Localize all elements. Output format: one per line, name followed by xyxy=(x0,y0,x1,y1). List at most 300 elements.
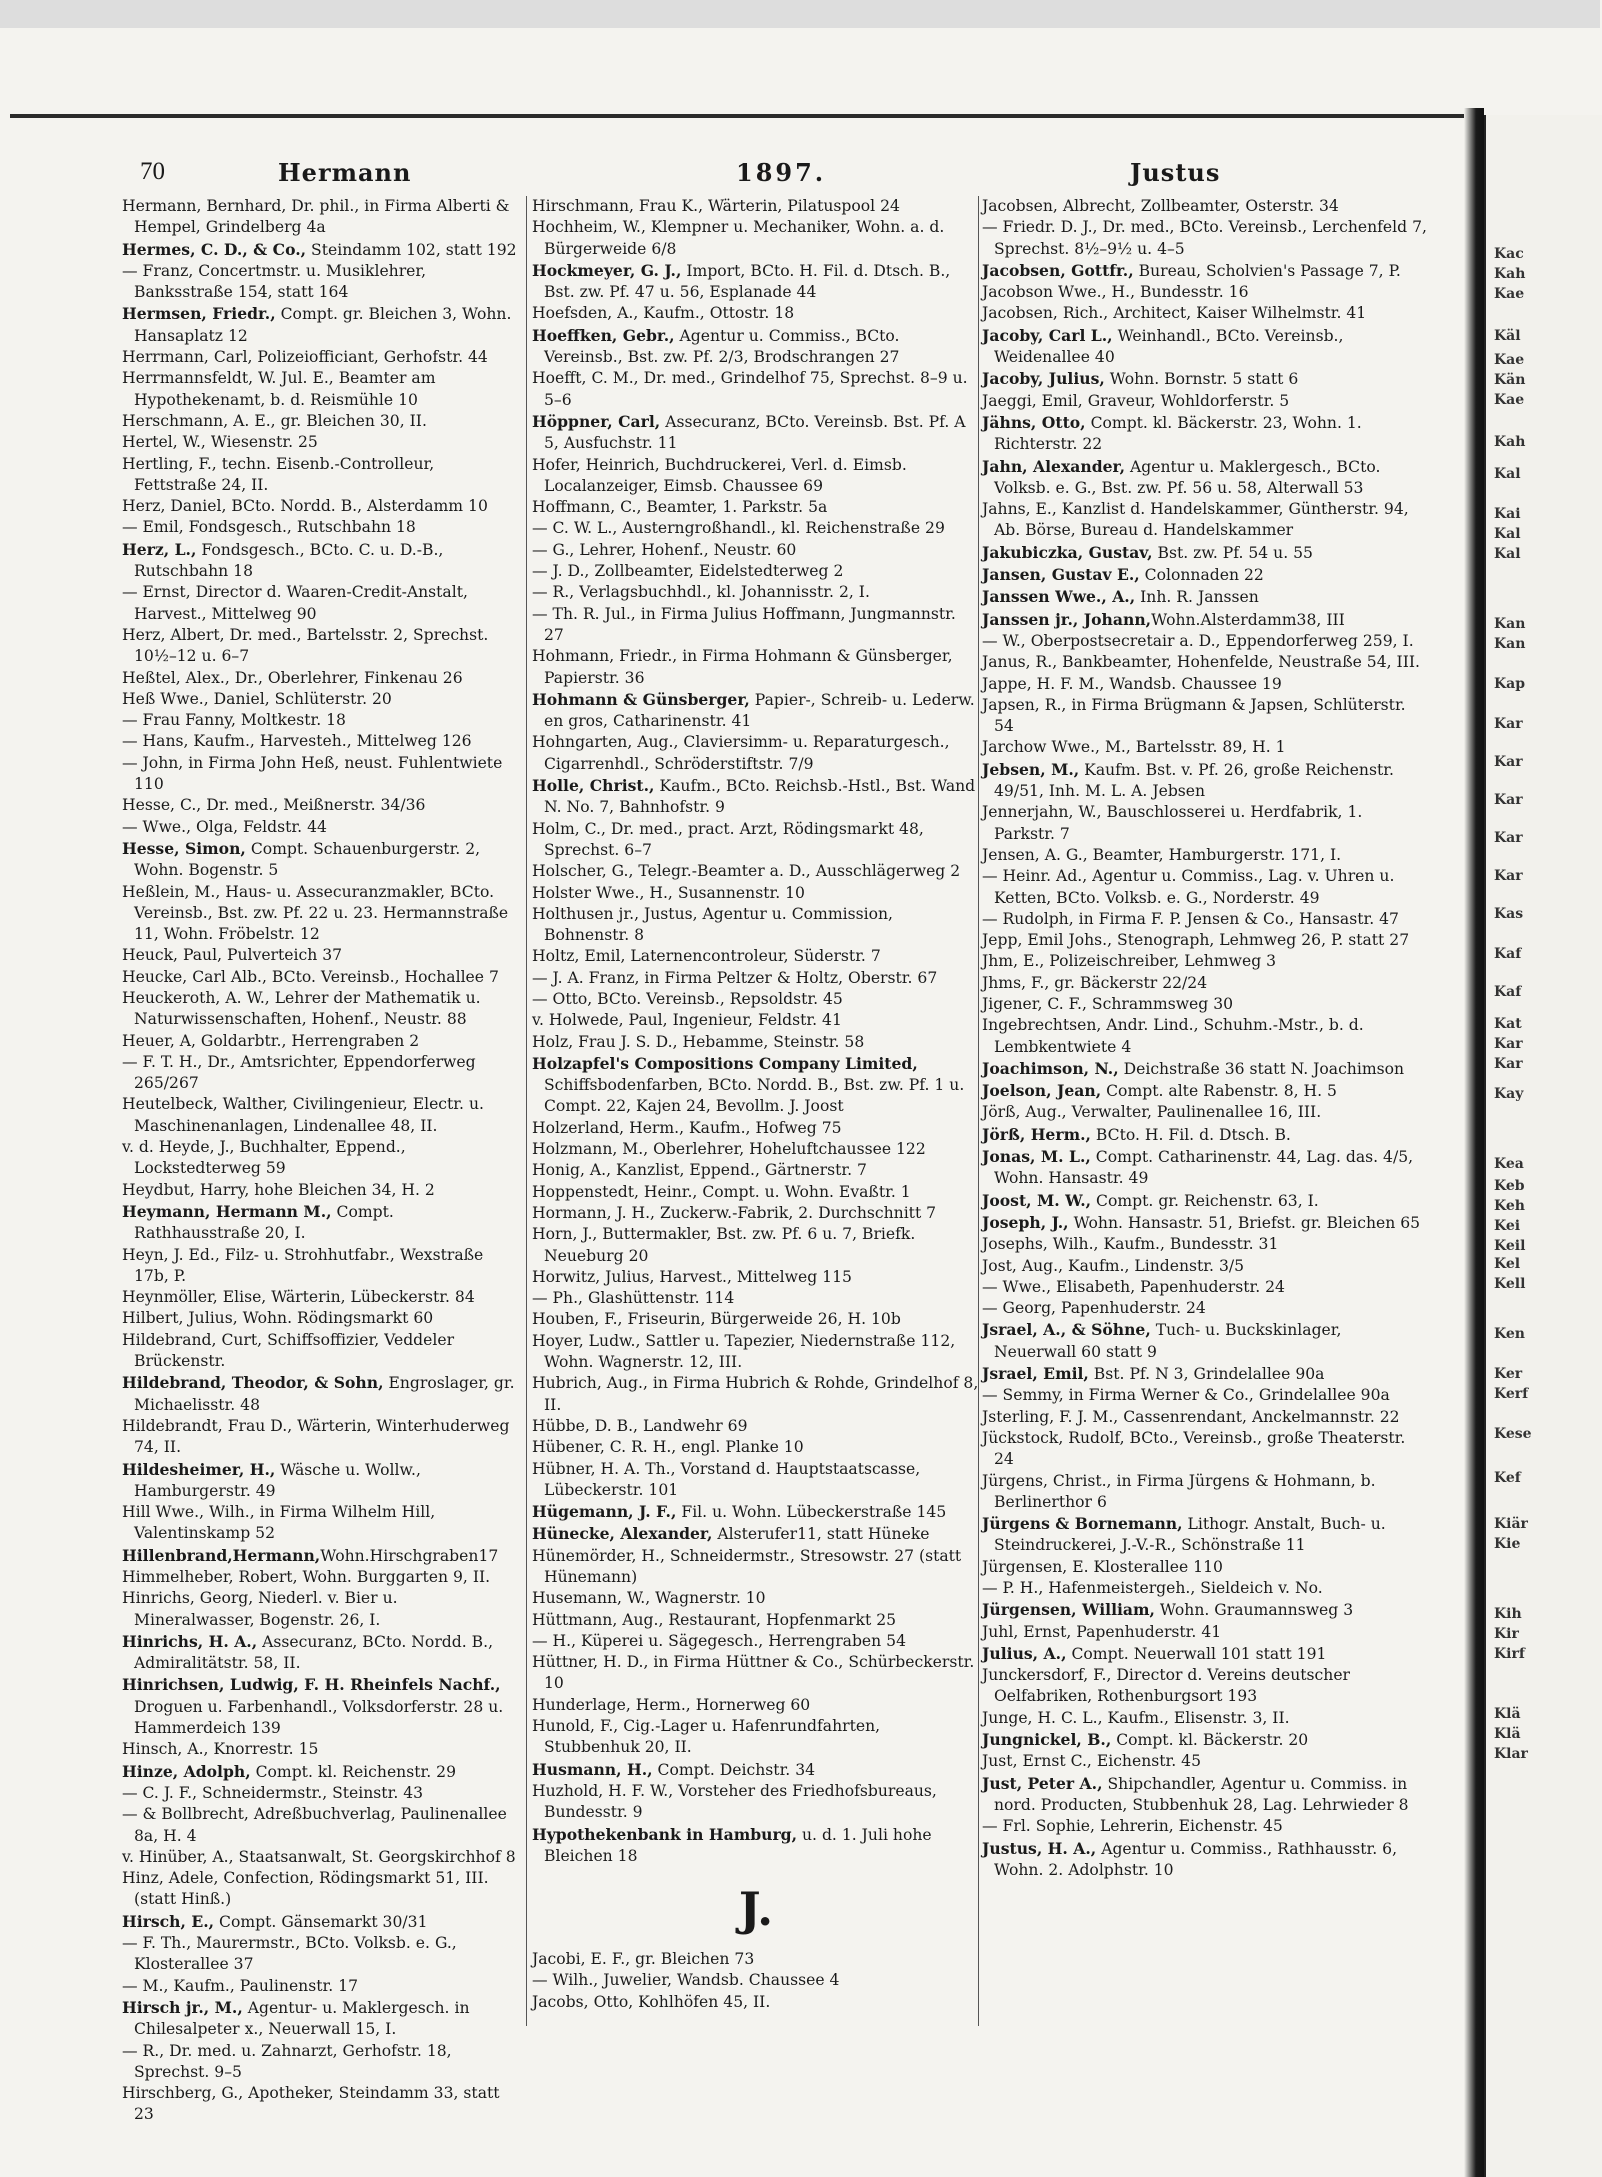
entry-text: Bst. Pf. N 3, Grindelallee 90a xyxy=(1088,1365,1325,1384)
left-running-head: Hermann xyxy=(278,158,412,187)
entry-text: — Georg, Papenhuderstr. 24 xyxy=(982,1299,1206,1318)
adjacent-page-fragment: Kac xyxy=(1494,246,1524,262)
adjacent-page-fragment: Klar xyxy=(1494,1746,1528,1762)
adjacent-page-fragment: Kel xyxy=(1494,1256,1521,1272)
adjacent-page-fragment: Kese xyxy=(1494,1426,1532,1442)
entry-text: BCto. H. Fil. d. Dtsch. B. xyxy=(1090,1125,1291,1144)
entry-text: Assecuranz, BCto. Vereinsb. Bst. Pf. A 5, Ausfuchstr. 11 xyxy=(544,412,966,453)
adjacent-page-fragment: Ken xyxy=(1494,1326,1525,1342)
directory-entry xyxy=(982,1838,1428,1882)
directory-entry xyxy=(532,1824,980,1868)
entry-text: — Franz, Concertmstr. u. Musiklehrer, Banksstraße 154, statt 164 xyxy=(122,261,427,302)
directory-entry xyxy=(122,967,518,988)
entry-text: Fil. u. Wohn. Lübeckerstraße 145 xyxy=(676,1503,947,1522)
adjacent-page-fragment: Kai xyxy=(1494,506,1521,522)
entry-text: Josephs, Wilh., Kaufm., Bundesstr. 31 xyxy=(982,1235,1279,1254)
adjacent-page-fragment: Kän xyxy=(1494,372,1526,388)
entry-text: Hildebrand, Curt, Schiffsoffizier, Veddeler Brückenstr. xyxy=(122,1330,455,1371)
directory-entry xyxy=(122,838,518,882)
directory-entry xyxy=(122,261,518,304)
entry-text: Herrmannsfeldt, W. Jul. E., Beamter am Hypothekenamt, b. d. Reismühle 10 xyxy=(122,369,436,409)
entry-text: — H., Küperei u. Sägegesch., Herrengraben 54 xyxy=(532,1631,907,1650)
directory-entry xyxy=(532,1437,980,1458)
entry-text: Compt. alte Rabenstr. 8, H. 5 xyxy=(1101,1082,1337,1101)
entry-text: Alsterufer11, statt Hüneke xyxy=(712,1525,930,1544)
directory-entry xyxy=(122,710,518,731)
entry-text: v. Holwede, Paul, Ingenieur, Feldstr. 41 xyxy=(532,1011,842,1030)
entry-name-bold: Hermsen, Friedr., xyxy=(122,304,276,324)
adjacent-page-fragment: Kar xyxy=(1494,1036,1523,1052)
directory-entry xyxy=(532,1610,980,1631)
page-number: 70 xyxy=(140,158,165,185)
directory-entry xyxy=(122,795,518,816)
directory-entry xyxy=(122,1416,518,1459)
directory-entry xyxy=(532,883,980,904)
directory-entry xyxy=(532,411,980,455)
entry-name-bold: Hirsch jr., M., xyxy=(122,1997,243,2017)
entry-text: — John, in Firma John Heß, neust. Fuhlentwiete 110 xyxy=(122,753,503,794)
entry-text: Huzhold, H. F. W., Vorsteher des Friedhofsbureaus, Bundesstr. 9 xyxy=(532,1781,937,1822)
entry-text: Compt. Neuerwall 101 statt 191 xyxy=(1066,1644,1327,1663)
directory-entry xyxy=(122,1868,518,1911)
entry-name-bold: Hohmann & Günsberger, xyxy=(532,689,750,709)
directory-entry xyxy=(982,564,1428,586)
entry-name-bold: Jacoby, Carl L., xyxy=(982,325,1113,345)
entry-text: Herz, Daniel, BCto. Nordd. B., Alsterdamm 10 xyxy=(122,497,488,516)
entry-text: Jacobs, Otto, Kohlhöfen 45, II. xyxy=(532,1992,771,2011)
directory-entry xyxy=(532,1118,980,1139)
directory-entry xyxy=(982,930,1428,951)
directory-entry xyxy=(982,802,1428,845)
directory-entry xyxy=(122,1459,518,1503)
entry-text: Jost, Aug., Kaufm., Lindenstr. 3/5 xyxy=(982,1256,1245,1275)
directory-entry xyxy=(982,1102,1428,1123)
entry-text: Jensen, A. G., Beamter, Hamburgerstr. 171, I. xyxy=(982,845,1342,864)
page-gutter-shadow xyxy=(1464,108,1484,2177)
directory-entry xyxy=(122,1761,518,1783)
directory-entry xyxy=(982,1816,1428,1837)
directory-entry xyxy=(122,1201,518,1245)
directory-entry xyxy=(122,2041,518,2084)
entry-text: — Frl. Sophie, Lehrerin, Eichenstr. 45 xyxy=(982,1817,1283,1836)
entry-text: Horwitz, Julius, Harvest., Mittelweg 115 xyxy=(532,1267,852,1286)
directory-entry xyxy=(122,1674,518,1739)
directory-entry xyxy=(982,652,1428,673)
entry-text: Herz, Albert, Dr. med., Bartelsstr. 2, Sprechst. 10½–12 u. 6–7 xyxy=(122,625,489,666)
directory-entry xyxy=(532,1970,980,1991)
entry-text: Holzmann, M., Oberlehrer, Hoheluftchaussee 122 xyxy=(532,1140,926,1159)
entry-text: Droguen u. Farbenhandl., Volksdorferstr. 28 u. Hammerdeich 139 xyxy=(134,1697,504,1738)
directory-entry xyxy=(122,1094,518,1137)
directory-column-1 xyxy=(122,196,518,2124)
adjacent-page-fragment: Kaf xyxy=(1494,946,1522,962)
directory-entry xyxy=(532,732,980,775)
entry-text: Wohn. Graumannsweg 3 xyxy=(1154,1601,1354,1620)
entry-text: Hünemörder, H., Schneidermstr., Stresowstr. 27 (statt Hünemann) xyxy=(532,1546,962,1586)
entry-text: — & Bollbrecht, Adreßbuchverlag, Paulinenallee 8a, H. 4 xyxy=(122,1805,507,1845)
adjacent-page-fragment: Klä xyxy=(1494,1706,1521,1722)
directory-entry xyxy=(982,1513,1428,1557)
entry-text: Jacobsen, Albrecht, Zollbeamter, Osterstr. 34 xyxy=(982,197,1339,215)
directory-entry xyxy=(532,1759,980,1781)
entry-text: Hoppenstedt, Heinr., Compt. u. Wohn. Evaßtr. 1 xyxy=(532,1182,911,1201)
directory-entry xyxy=(122,625,518,668)
directory-entry xyxy=(122,1372,518,1416)
entry-text: Engroslager, gr. Michaelisstr. 48 xyxy=(134,1374,515,1414)
entry-text: Import, BCto. H. Fil. d. Dtsch. B., Bst. zw. Pf. 47 u. 56, Esplanade 44 xyxy=(544,261,951,302)
entry-text: Juhl, Ernst, Papenhuderstr. 41 xyxy=(982,1622,1222,1641)
directory-entry xyxy=(982,391,1428,412)
entry-text: — J. D., Zollbeamter, Eidelstedterweg 2 xyxy=(532,562,844,581)
adjacent-page-fragment: Kay xyxy=(1494,1086,1524,1102)
entry-text: Jacobi, E. F., gr. Bleichen 73 xyxy=(532,1950,755,1969)
entry-name-bold: Julius, A., xyxy=(982,1643,1067,1663)
entry-text: Jürgens, Christ., in Firma Jürgens & Hohmann, b. Berlinerthor 6 xyxy=(982,1471,1376,1511)
adjacent-page-fragment: Kiär xyxy=(1494,1516,1528,1532)
entry-text: — Heinr. Ad., Agentur u. Commiss., Lag. v. Uhren u. Ketten, BCto. Volksb. e. G., Norderstr. 49 xyxy=(982,867,1395,907)
directory-entry xyxy=(532,582,980,603)
entry-text: — Emil, Fondsgesch., Rutschbahn 18 xyxy=(122,518,416,537)
directory-entry xyxy=(982,586,1428,608)
entry-text: Jarchow Wwe., M., Bartelsstr. 89, H. 1 xyxy=(982,738,1286,757)
entry-text: Hofer, Heinrich, Buchdruckerei, Verl. d. Eimsb. Localanzeiger, Eimsb. Chaussee 69 xyxy=(532,455,907,495)
entry-text: Heutelbeck, Walther, Civilingenieur, Electr. u. Maschinenanlagen, Lindenallee 48, II. xyxy=(122,1095,484,1135)
entry-name-bold: Just, Peter A., xyxy=(982,1773,1103,1793)
adjacent-page-fragment: Kap xyxy=(1494,676,1526,692)
directory-entry xyxy=(532,1010,980,1031)
entry-text: Hüttner, H. D., in Firma Hüttner & Co., Schürbeckerstr. 10 xyxy=(532,1653,975,1693)
entry-text: Compt. gr. Bleichen 3, Wohn. Hansaplatz 12 xyxy=(134,305,512,345)
directory-entry xyxy=(122,432,518,453)
directory-entry xyxy=(532,1695,980,1716)
entry-text: Compt. kl. Bäckerstr. 23, Wohn. 1. Richterstr. 22 xyxy=(994,413,1362,454)
directory-entry xyxy=(532,455,980,498)
directory-entry xyxy=(532,989,980,1010)
entry-text: Herrmann, Carl, Polizeiofficiant, Gerhofstr. 44 xyxy=(122,348,488,367)
entry-text: Fondsgesch., BCto. C. u. D.-B., Rutschbahn 18 xyxy=(134,540,444,581)
directory-entry xyxy=(532,1992,980,2013)
entry-text: Jsterling, F. J. M., Cassenrendant, Anckelmannstr. 22 xyxy=(982,1407,1400,1426)
directory-entry xyxy=(532,1416,980,1437)
entry-name-bold: Jahn, Alexander, xyxy=(982,456,1126,476)
entry-text: Hinsch, A., Knorrestr. 15 xyxy=(122,1740,319,1759)
directory-entry xyxy=(532,1053,980,1118)
entry-text: Assecuranz, BCto. Nordd. B., Admiralitätstr. 58, II. xyxy=(134,1632,494,1673)
entry-name-bold: Hypothekenbank in Hamburg, xyxy=(532,1824,798,1844)
directory-entry xyxy=(982,1015,1428,1058)
directory-entry xyxy=(982,737,1428,758)
entry-name-bold: Janssen Wwe., A., xyxy=(982,587,1136,607)
directory-entry xyxy=(122,1180,518,1201)
directory-entry xyxy=(122,239,518,261)
entry-text: — Frau Fanny, Moltkestr. 18 xyxy=(122,711,346,730)
directory-entry xyxy=(532,325,980,369)
directory-entry xyxy=(982,994,1428,1015)
directory-entry xyxy=(982,1277,1428,1298)
entry-text: Jückstock, Rudolf, BCto., Vereinsb., große Theaterstr. 24 xyxy=(982,1428,1406,1469)
entry-text: Jahns, E., Kanzlist d. Handelskammer, Güntherstr. 94, Ab. Börse, Bureau d. Handelskammer xyxy=(982,500,1409,540)
entry-text: Hertel, W., Wiesenstr. 25 xyxy=(122,433,318,452)
entry-name-bold: Hillenbrand,Hermann, xyxy=(122,1545,321,1565)
entry-text: Jepp, Emil Johs., Stenograph, Lehmweg 26, P. statt 27 xyxy=(982,931,1410,950)
entry-name-bold: Hoeffken, Gebr., xyxy=(532,325,675,345)
entry-text: Inh. R. Janssen xyxy=(1135,588,1259,607)
entry-text: Jörß, Aug., Verwalter, Paulinenallee 16, III. xyxy=(982,1103,1322,1122)
directory-entry xyxy=(982,951,1428,972)
directory-entry xyxy=(532,1182,980,1203)
entry-text: Papier-, Schreib- u. Lederw. en gros, Catharinenstr. 41 xyxy=(544,690,975,731)
directory-entry xyxy=(532,1032,980,1053)
entry-text: Hoefsden, A., Kaufm., Ottostr. 18 xyxy=(532,304,795,323)
entry-text: — P. H., Hafenmeistergeh., Sieldeich v. No. xyxy=(982,1579,1323,1597)
entry-text: Schiffsbodenfarben, BCto. Nordd. B., Bst. zw. Pf. 1 u. Compt. 22, Kajen 24, Bevollm. J. Joost xyxy=(544,1076,965,1116)
right-running-head: Justus xyxy=(1130,158,1221,187)
entry-text: Tuch- u. Buckskinlager, Neuerwall 60 statt 9 xyxy=(994,1321,1342,1361)
directory-entry xyxy=(122,1739,518,1760)
directory-entry xyxy=(982,1080,1428,1102)
entry-text: Jacobson Wwe., H., Bundesstr. 16 xyxy=(982,283,1249,302)
directory-entry xyxy=(982,260,1428,282)
column-divider xyxy=(526,196,527,2026)
entry-name-bold: Hinrichsen, Ludwig, F. H. Rheinfels Nachf., xyxy=(122,1675,501,1695)
directory-entry xyxy=(982,1234,1428,1255)
entry-text: Compt. Gänsemarkt 30/31 xyxy=(214,1912,428,1931)
directory-entry xyxy=(122,1804,518,1847)
directory-entry xyxy=(122,1976,518,1997)
entry-text: — Ernst, Director d. Waaren-Credit-Anstalt, Harvest., Mittelweg 90 xyxy=(122,583,468,623)
directory-entry xyxy=(532,604,980,647)
directory-entry xyxy=(532,1781,980,1824)
directory-entry xyxy=(982,1751,1428,1772)
entry-text: — Rudolph, in Firma F. P. Jensen & Co., Hansastr. 47 xyxy=(982,909,1399,928)
entry-text: Compt. kl. Reichenstr. 29 xyxy=(250,1762,456,1781)
entry-text: Compt. Catharinenstr. 44, Lag. das. 4/5, Wohn. Hansastr. 49 xyxy=(994,1148,1414,1188)
entry-text: u. d. 1. Juli hohe Bleichen 18 xyxy=(544,1825,932,1865)
adjacent-page-fragment: Kih xyxy=(1494,1606,1522,1622)
directory-entry xyxy=(122,1997,518,2041)
adjacent-page-edge xyxy=(1484,115,1602,2177)
adjacent-page-fragment: Kae xyxy=(1494,392,1525,408)
directory-entry xyxy=(532,1331,980,1374)
directory-entry xyxy=(982,1385,1428,1406)
directory-entry xyxy=(532,1716,980,1759)
directory-entry xyxy=(982,909,1428,930)
directory-entry xyxy=(122,303,518,347)
directory-entry xyxy=(982,695,1428,738)
entry-text: Junge, H. C. L., Kaufm., Elisenstr. 3, II. xyxy=(982,1708,1290,1727)
entry-name-bold: Hügemann, J. F., xyxy=(532,1502,677,1522)
directory-entry xyxy=(122,347,518,368)
directory-entry xyxy=(982,866,1428,909)
entry-text: Heucke, Carl Alb., BCto. Vereinsb., Hochallee 7 xyxy=(122,967,499,986)
entry-name-bold: Justus, H. A., xyxy=(982,1838,1097,1858)
adjacent-page-fragment: Keb xyxy=(1494,1178,1525,1194)
directory-column-2 xyxy=(532,196,980,2026)
directory-entry xyxy=(982,1599,1428,1621)
entry-text: Japsen, R., in Firma Brügmann & Japsen, Schlüterstr. 54 xyxy=(982,695,1406,736)
adjacent-page-fragment: Kah xyxy=(1494,434,1526,450)
entry-text: Jürgensen, E. Klosterallee 110 xyxy=(982,1557,1223,1576)
entry-text: Heuer, A, Goldarbtr., Herrengraben 2 xyxy=(122,1031,420,1050)
directory-entry xyxy=(982,973,1428,994)
directory-entry xyxy=(532,1203,980,1224)
adjacent-page-fragment: Klä xyxy=(1494,1726,1521,1742)
entry-text: Steindamm 102, statt 192 xyxy=(306,240,517,259)
entry-text: — Semmy, in Firma Werner & Co., Grindelallee 90a xyxy=(982,1386,1390,1405)
adjacent-page-fragment: Kan xyxy=(1494,636,1526,652)
adjacent-page-fragment: Kas xyxy=(1494,906,1524,922)
entry-text: Wohn.Alsterdamm38, III xyxy=(1151,610,1345,629)
directory-entry xyxy=(982,1557,1428,1578)
entry-text: Hübbe, D. B., Landwehr 69 xyxy=(532,1416,748,1435)
directory-entry xyxy=(532,1309,980,1330)
entry-text: Shipchandler, Agentur u. Commiss. in nord. Producten, Stubbenhuk 28, Lag. Lehrwieder 8 xyxy=(994,1774,1409,1814)
entry-name-bold: Husmann, H., xyxy=(532,1759,653,1779)
adjacent-page-fragment: Keil xyxy=(1494,1238,1526,1254)
entry-text: Compt. gr. Reichenstr. 63, I. xyxy=(1091,1191,1319,1210)
entry-text: Hohmann, Friedr., in Firma Hohmann & Günsberger, Papierstr. 36 xyxy=(532,647,953,687)
directory-entry xyxy=(982,1578,1428,1599)
adjacent-page-fragment: Kir xyxy=(1494,1626,1519,1642)
directory-entry xyxy=(982,1124,1428,1146)
entry-text: v. Hinüber, A., Staatsanwalt, St. Georgskirchhof 8 xyxy=(122,1847,516,1866)
entry-text: Compt. Rathhausstraße 20, I. xyxy=(134,1202,394,1243)
entry-name-bold: Jonas, M. L., xyxy=(982,1147,1091,1167)
directory-entry xyxy=(982,845,1428,866)
entry-text: Hunderlage, Herm., Hornerweg 60 xyxy=(532,1695,811,1714)
entry-name-bold: Jsrael, Emil, xyxy=(982,1364,1089,1384)
directory-entry xyxy=(532,260,980,304)
entry-name-bold: Jacobsen, Gottfr., xyxy=(982,260,1134,280)
directory-entry xyxy=(122,668,518,689)
entry-text: Jigener, C. F., Schrammsweg 30 xyxy=(982,994,1234,1013)
entry-text: Himmelheber, Robert, Wohn. Burggarten 9, II. xyxy=(122,1568,491,1586)
entry-text: Compt. Schauenburgerstr. 2, Wohn. Bogenstr. 5 xyxy=(134,839,481,880)
directory-entry xyxy=(982,759,1428,803)
entry-text: — R., Verlagsbuchhdl., kl. Johannisstr. 2, I. xyxy=(532,583,870,602)
entry-text: Wäsche u. Wollw., Hamburgerstr. 49 xyxy=(134,1460,421,1500)
adjacent-page-fragment: Käl xyxy=(1494,328,1521,344)
directory-entry xyxy=(122,2083,518,2126)
adjacent-page-fragment: Kell xyxy=(1494,1276,1526,1292)
entry-name-bold: Hockmeyer, G. J., xyxy=(532,260,682,280)
entry-text: — C. J. F., Schneidermstr., Steinstr. 43 xyxy=(122,1783,424,1802)
directory-entry xyxy=(982,1773,1428,1817)
entry-text: Agentur u. Commiss., Rathhausstr. 6, Wohn. 2. Adolphstr. 10 xyxy=(994,1839,1398,1879)
entry-text: Hirschberg, G., Apotheker, Steindamm 33, statt 23 xyxy=(122,2084,500,2124)
directory-entry xyxy=(122,1588,518,1631)
entry-name-bold: Hildebrand, Theodor, & Sohn, xyxy=(122,1373,384,1393)
directory-entry xyxy=(982,631,1428,652)
directory-entry xyxy=(122,1308,518,1329)
directory-entry xyxy=(122,454,518,497)
entry-text: Heynmöller, Elise, Wärterin, Lübeckerstr. 84 xyxy=(122,1288,475,1307)
directory-entry xyxy=(982,1643,1428,1665)
directory-entry xyxy=(982,1665,1428,1708)
entry-text: Holz, Frau J. S. D., Hebamme, Steinstr. 58 xyxy=(532,1032,865,1051)
entry-text: Hildebrandt, Frau D., Wärterin, Winterhuderweg 74, II. xyxy=(122,1416,510,1457)
directory-entry xyxy=(982,412,1428,456)
entry-text: Compt. kl. Bäckerstr. 20 xyxy=(1111,1731,1309,1750)
directory-entry xyxy=(982,674,1428,695)
directory-entry xyxy=(532,689,980,733)
directory-entry xyxy=(532,518,980,539)
directory-entry xyxy=(532,819,980,862)
entry-text: Bureau, Scholvien's Passage 7, P. xyxy=(1133,261,1401,280)
entry-text: Compt. Deichstr. 34 xyxy=(652,1760,816,1779)
entry-text: Kaufm., BCto. Reichsb.-Hstl., Bst. Wand N. No. 7, Bahnhofstr. 9 xyxy=(544,777,976,817)
entry-name-bold: Jungnickel, B., xyxy=(982,1730,1112,1750)
directory-entry xyxy=(532,497,980,518)
entry-text: Holthusen jr., Justus, Agentur u. Commission, Bohnenstr. 8 xyxy=(532,904,893,945)
directory-entry xyxy=(982,303,1428,324)
entry-name-bold: Jörß, Herm., xyxy=(982,1124,1091,1144)
directory-entry xyxy=(122,1911,518,1933)
entry-text: Jacobsen, Rich., Architect, Kaiser Wilhelmstr. 41 xyxy=(982,304,1367,323)
directory-entry xyxy=(982,282,1428,303)
entry-text: Weinhandl., BCto. Vereinsb., Weidenallee 40 xyxy=(994,326,1344,367)
entry-text: Heyn, J. Ed., Filz- u. Strohhutfabr., Wexstraße 17b, P. xyxy=(122,1245,484,1285)
directory-entry xyxy=(982,1319,1428,1363)
directory-entry xyxy=(122,1245,518,1288)
directory-entry xyxy=(982,1729,1428,1751)
entry-text: Hirschmann, Frau K., Wärterin, Pilatuspool 24 xyxy=(532,197,900,215)
entry-text: Wohn.Hirschgraben17 xyxy=(320,1546,499,1565)
directory-entry xyxy=(122,1783,518,1804)
directory-entry xyxy=(122,988,518,1031)
directory-entry xyxy=(122,517,518,538)
entry-text: Colonnaden 22 xyxy=(1139,566,1264,585)
entry-name-bold: Jürgensen, William, xyxy=(982,1600,1155,1620)
entry-text: Lithogr. Anstalt, Buch- u. Steindruckerei, J.-V.-R., Schönstraße 11 xyxy=(994,1515,1386,1555)
entry-text: Hochheim, W., Klempner u. Mechaniker, Wohn. a. d. Bürgerweide 6/8 xyxy=(532,218,945,258)
entry-name-bold: Höppner, Carl, xyxy=(532,411,661,431)
directory-entry xyxy=(982,1407,1428,1428)
entry-name-bold: Jansen, Gustav E., xyxy=(982,565,1140,585)
adjacent-page-fragment: Kea xyxy=(1494,1156,1524,1172)
directory-entry xyxy=(532,946,980,967)
entry-text: Husemann, W., Wagnerstr. 10 xyxy=(532,1589,766,1608)
directory-entry xyxy=(122,1847,518,1868)
entry-text: Hertling, F., techn. Eisenb.-Controlleur, Fettstraße 24, II. xyxy=(122,454,435,494)
directory-entry xyxy=(982,1363,1428,1385)
entry-text: Hinrichs, Georg, Niederl. v. Bier u. Mineralwasser, Bogenstr. 26, I. xyxy=(122,1589,398,1629)
entry-name-bold: Joseph, J., xyxy=(982,1212,1069,1232)
entry-name-bold: Joost, M. W., xyxy=(982,1190,1092,1210)
entry-text: Hill Wwe., Wilh., in Firma Wilhelm Hill, Valentinskamp 52 xyxy=(122,1503,436,1543)
directory-entry xyxy=(532,1501,980,1523)
entry-text: Heydbut, Harry, hohe Bleichen 34, H. 2 xyxy=(122,1180,435,1199)
adjacent-page-fragment: Kal xyxy=(1494,546,1521,562)
directory-entry xyxy=(982,609,1428,631)
directory-entry xyxy=(122,1052,518,1095)
entry-text: — W., Oberpostsecretair a. D., Eppendorferweg 259, I. xyxy=(982,631,1414,650)
adjacent-page-fragment: Kal xyxy=(1494,526,1521,542)
directory-column-3 xyxy=(982,196,1428,2026)
entry-text: Jhms, F., gr. Bäckerstr 22/24 xyxy=(982,973,1208,992)
directory-entry xyxy=(982,1058,1428,1080)
entry-text: — Wilh., Juwelier, Wandsb. Chaussee 4 xyxy=(532,1971,840,1990)
directory-entry xyxy=(532,217,980,260)
entry-text: Hohngarten, Aug., Claviersimm- u. Reparaturgesch., Cigarrenhdl., Schröderstiftstr. 7/9 xyxy=(532,733,950,773)
entry-text: Hesse, C., Dr. med., Meißnerstr. 34/36 xyxy=(122,796,426,815)
directory-entry xyxy=(982,368,1428,390)
directory-entry xyxy=(532,1631,980,1652)
directory-entry xyxy=(532,303,980,324)
directory-entry xyxy=(982,1212,1428,1234)
adjacent-page-fragment: Kar xyxy=(1494,716,1523,732)
entry-name-bold: Holle, Christ., xyxy=(532,776,655,796)
